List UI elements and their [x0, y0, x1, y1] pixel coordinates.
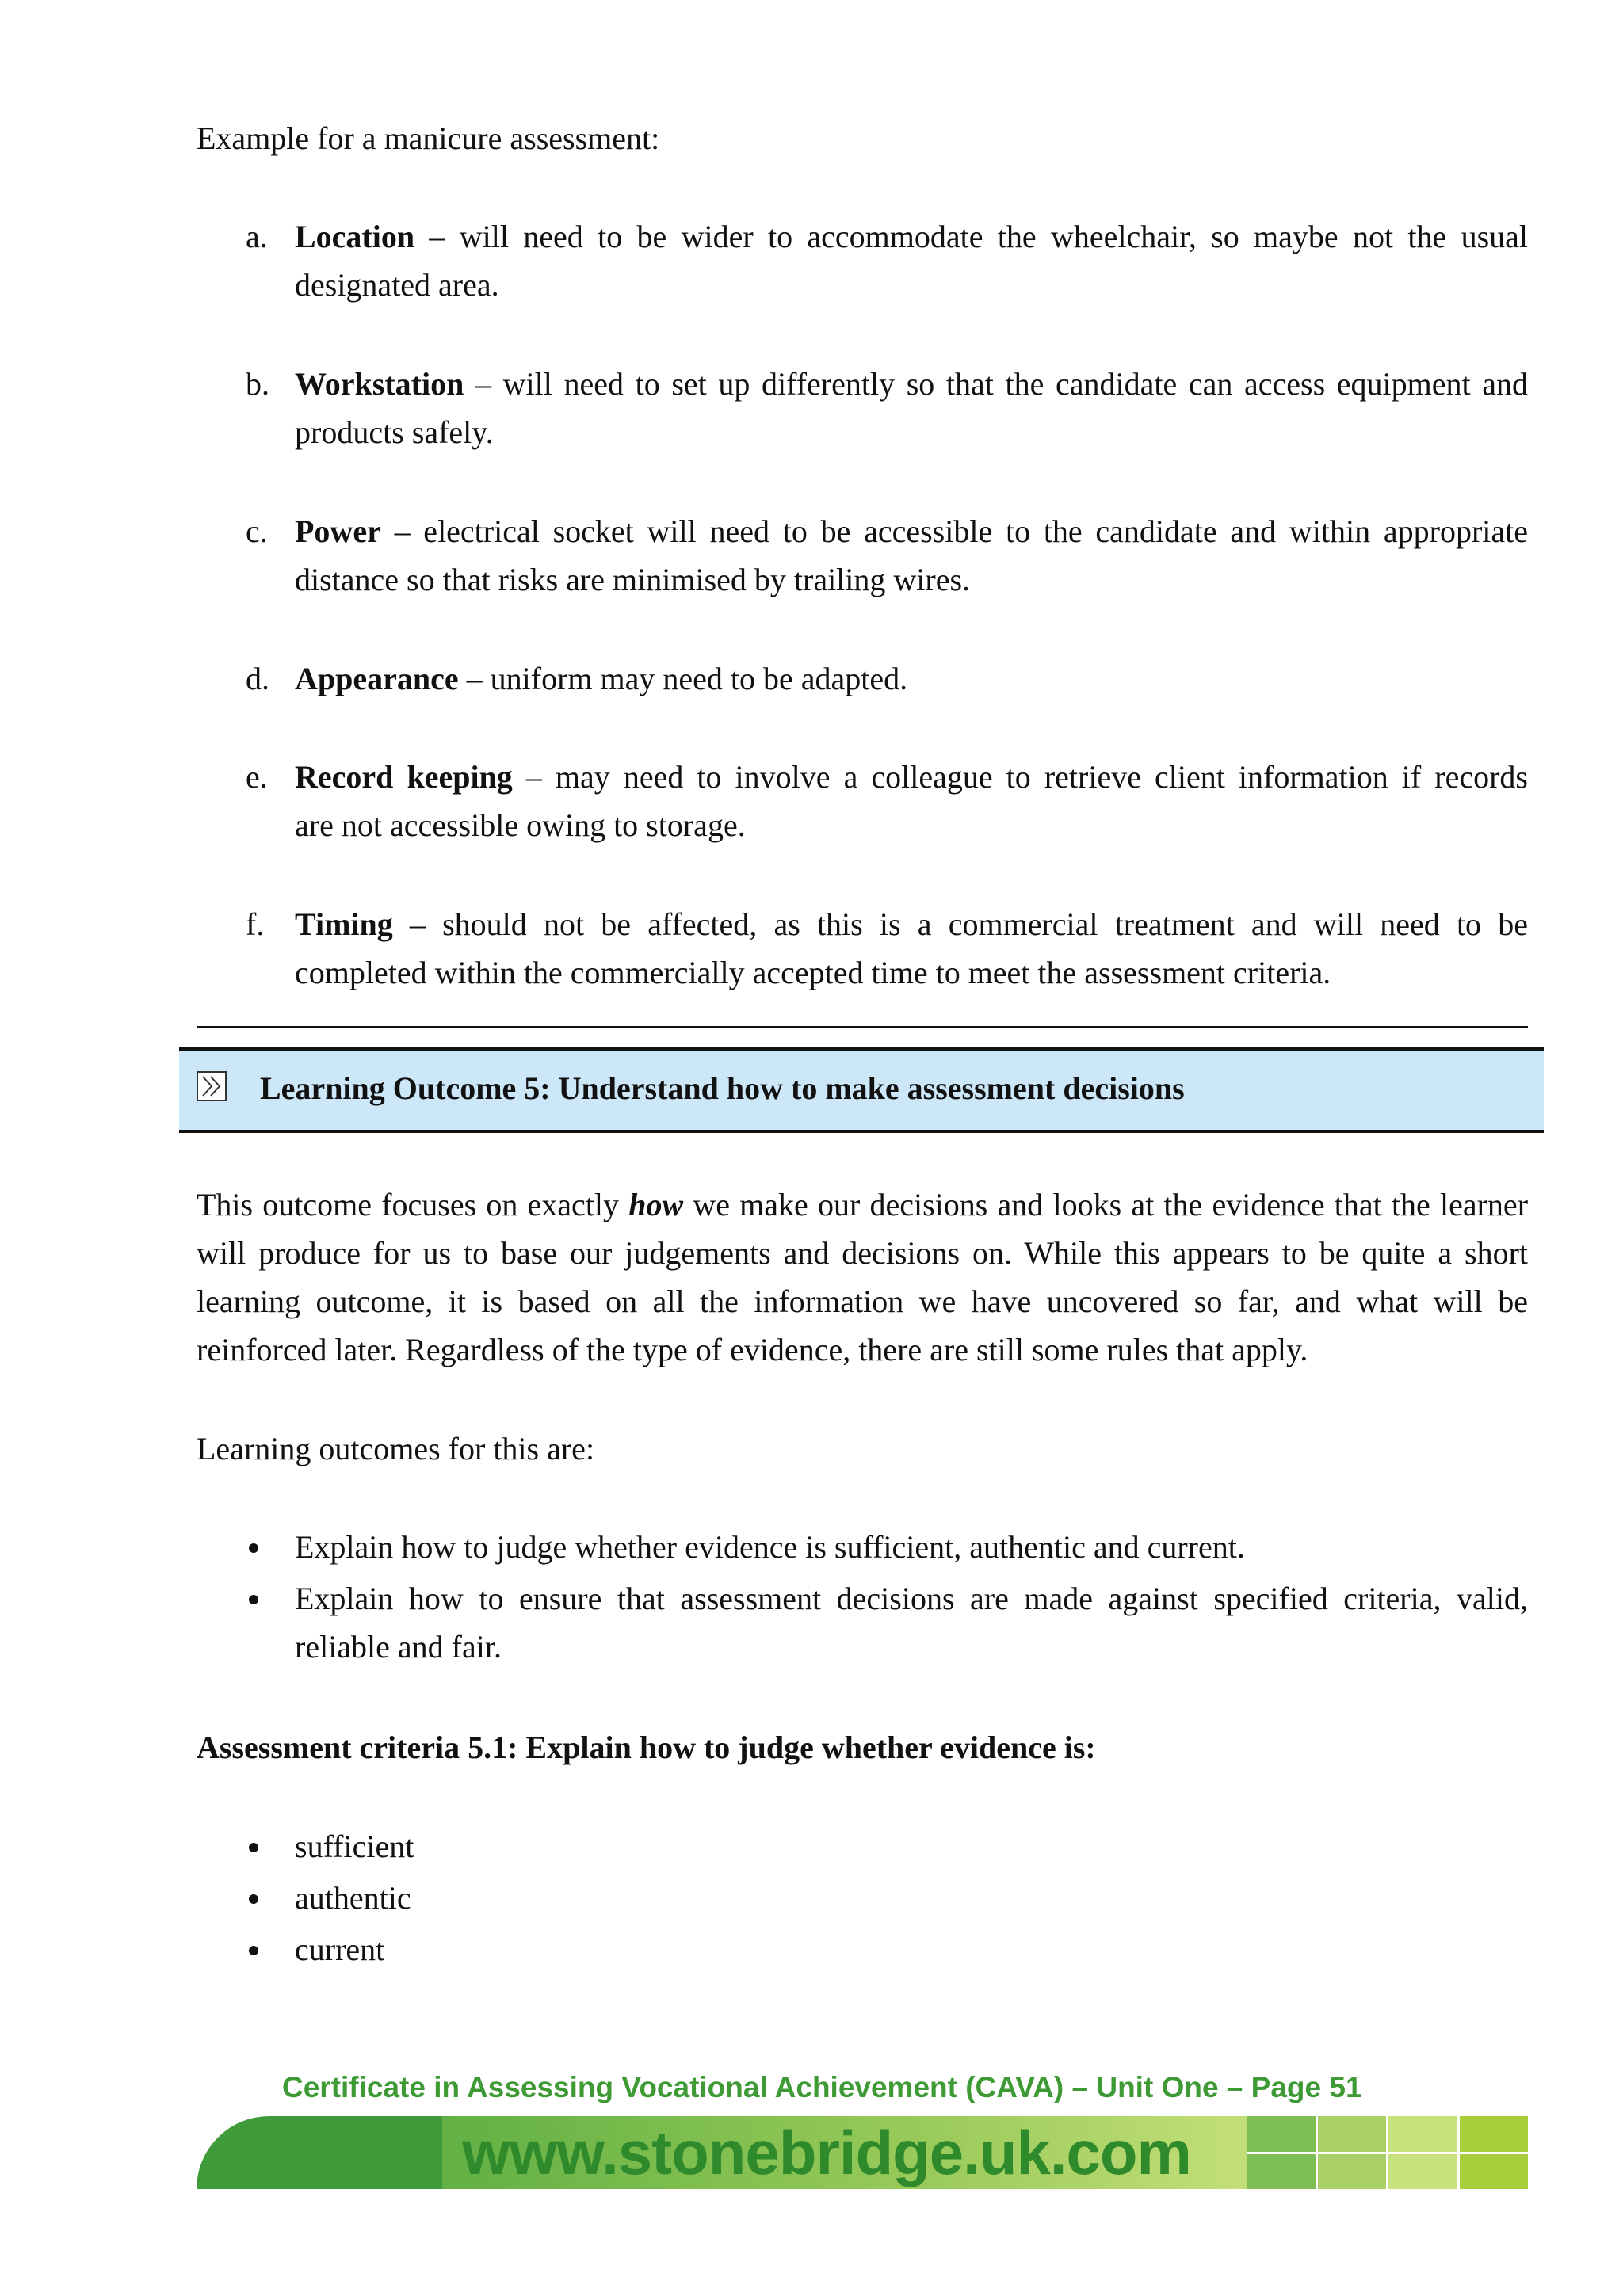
- list-marker: a.: [246, 219, 268, 254]
- learning-outcome-title: Learning Outcome 5: Understand how to make assessment decisions: [260, 1070, 1185, 1106]
- list-term: Workstation: [295, 366, 464, 402]
- list-text: Explain how to ensure that assessment decisions are made against specified criteria, valid,: [295, 1581, 1528, 1616]
- list-marker: b.: [246, 366, 269, 402]
- list-term: Record keeping: [295, 759, 513, 795]
- list-text: – may need to involve a colleague to retrieve client information if records: [512, 759, 1528, 795]
- bullet-icon: [249, 1843, 258, 1852]
- list-text: – uniform may need to be adapted.: [458, 661, 908, 696]
- list-marker: c.: [246, 513, 268, 549]
- list-term: Appearance: [295, 661, 459, 696]
- footer-tile-grid: [1247, 2116, 1528, 2189]
- list-text-cont: distance so that risks are minimised by trailing wires.: [295, 562, 971, 597]
- footer-url[interactable]: www.stonebridge.uk.com: [462, 2118, 1191, 2187]
- double-chevron-right-icon: [197, 1071, 227, 1101]
- list-text-cont: completed within the commercially accepted time to meet the assessment criteria.: [295, 955, 1331, 990]
- bullet-icon: [249, 1946, 258, 1955]
- list-term: Location: [295, 219, 415, 254]
- list-text: authentic: [295, 1880, 411, 1916]
- footer-banner: [197, 2116, 1528, 2189]
- list-marker: e.: [246, 759, 268, 795]
- intro-text: Example for a manicure assessment:: [197, 120, 660, 156]
- list-text: – will need to set up differently so that the candidate can access equipment and: [464, 366, 1528, 402]
- emphasis-how: how: [628, 1187, 684, 1222]
- footer-green-block: [197, 2116, 458, 2189]
- footer-course-line: Certificate in Assessing Vocational Achievement (CAVA) – Unit One – Page 51: [282, 2071, 1362, 2103]
- list-text-cont: are not accessible owing to storage.: [295, 807, 746, 843]
- list-term: Power: [295, 513, 381, 549]
- list-text: Explain how to judge whether evidence is sufficient, authentic and current.: [295, 1529, 1245, 1565]
- list-text-cont: designated area.: [295, 267, 499, 303]
- section-divider: [197, 1026, 1528, 1028]
- bullet-icon: [249, 1894, 258, 1904]
- list-marker: d.: [246, 661, 269, 696]
- bullet-icon: [249, 1543, 258, 1553]
- list-text: sufficient: [295, 1829, 414, 1864]
- learning-outcomes-intro: Learning outcomes for this are:: [197, 1431, 595, 1466]
- list-term: Timing: [295, 906, 393, 942]
- list-text-cont: products safely.: [295, 414, 494, 450]
- list-marker: f.: [246, 906, 265, 942]
- assessment-criteria-heading: Assessment criteria 5.1: Explain how to judge whether evidence is:: [197, 1730, 1096, 1765]
- list-text-cont: reliable and fair.: [295, 1629, 502, 1665]
- list-text: current: [295, 1932, 385, 1967]
- list-text: – electrical socket will need to be accessible to the candidate and within appropriate: [380, 513, 1528, 549]
- list-text: – will need to be wider to accommodate the wheelchair, so maybe not the usual: [414, 219, 1528, 254]
- outcome-paragraph: This outcome focuses on exactly how we make our decisions and looks at the evidence that the learner will produce for us to base our judgements and decisions on. While this appears to be quite a short learning outcome, it is based on all the information we have uncovered so far, and what will be reinforced later. Regardless of the type of evidence, there are still some rules that apply.: [197, 1187, 1529, 1367]
- bullet-icon: [249, 1595, 258, 1604]
- list-text: – should not be affected, as this is a commercial treatment and will need to be: [392, 906, 1528, 942]
